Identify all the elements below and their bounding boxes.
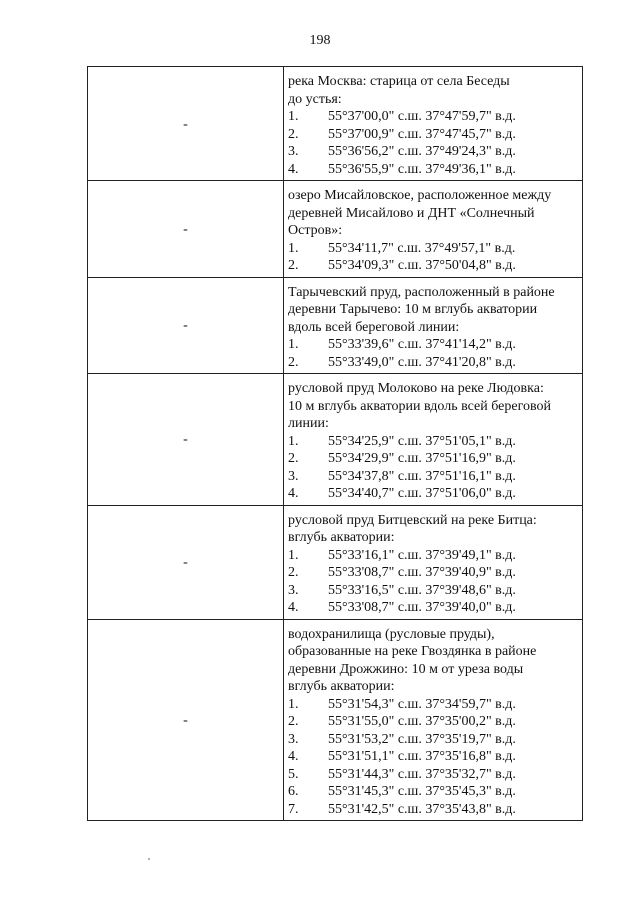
coordinate-value: 55°36'56,2" с.ш. 37°49'24,3" в.д.	[328, 144, 516, 159]
description-line: вглубь акватории:	[288, 679, 395, 694]
table-row	[88, 505, 583, 619]
coordinate-item	[288, 143, 578, 161]
coordinate-item	[288, 257, 578, 275]
coordinate-value: 55°31'51,1" с.ш. 37°35'16,8" в.д.	[328, 749, 516, 764]
coordinate-item	[288, 547, 578, 565]
description-line: вглубь акватории:	[288, 530, 395, 545]
coordinate-item	[288, 485, 578, 503]
coordinate-value: 55°34'29,9" с.ш. 37°51'16,9" в.д.	[328, 451, 516, 466]
coordinate-number: 2.	[288, 126, 299, 142]
row-marker: -	[183, 116, 188, 132]
description-line: русловой пруд Молоково на реке Людовка:	[288, 381, 544, 396]
coordinate-item	[288, 731, 578, 749]
coordinate-item	[288, 713, 578, 731]
coordinate-item	[288, 599, 578, 617]
description-line: деревни Тарычево: 10 м вглубь акватории	[288, 302, 538, 317]
row-marker-cell	[88, 374, 284, 506]
water-objects-table	[87, 66, 583, 821]
row-content-cell	[284, 277, 583, 374]
coordinate-number: 1.	[288, 240, 299, 256]
row-marker: -	[183, 432, 188, 448]
coordinate-value: 55°31'53,2" с.ш. 37°35'19,7" в.д.	[328, 731, 516, 747]
coordinate-number: 7.	[288, 801, 299, 817]
coordinate-number: 2.	[288, 258, 299, 273]
row-marker-cell	[88, 619, 284, 821]
coordinate-number: 2.	[288, 354, 299, 370]
coordinate-number: 1.	[288, 337, 299, 352]
coordinate-value: 55°34'40,7" с.ш. 37°51'06,0" в.д.	[328, 486, 516, 501]
page-number: 198	[309, 33, 331, 48]
description-line: деревни Дрожжино: 10 м от уреза воды	[288, 661, 524, 677]
coordinate-number: 6.	[288, 784, 299, 799]
coordinate-value: 55°33'16,1" с.ш. 37°39'49,1" в.д.	[328, 547, 516, 563]
table-row	[88, 619, 583, 821]
coordinate-number: 4.	[288, 161, 299, 177]
row-marker: -	[183, 221, 188, 237]
coordinate-number: 1.	[288, 433, 299, 449]
coordinate-number: 1.	[288, 109, 299, 124]
table-row	[88, 181, 583, 278]
coordinate-value: 55°34'11,7" с.ш. 37°49'57,1" в.д.	[328, 240, 516, 256]
coordinate-item	[288, 126, 578, 144]
coordinate-value: 55°33'49,0" с.ш. 37°41'20,8" в.д.	[328, 354, 516, 370]
coordinate-item	[288, 748, 578, 766]
description-line: образованные на реке Гвоздянка в районе	[288, 644, 537, 659]
table-row	[88, 374, 583, 506]
coordinate-value: 55°31'55,0" с.ш. 37°35'00,2" в.д.	[328, 714, 516, 729]
table-row	[88, 67, 583, 181]
coordinate-number: 2.	[288, 565, 299, 580]
coordinate-value: 55°34'09,3" с.ш. 37°50'04,8" в.д.	[328, 258, 516, 273]
description-line: вдоль всей береговой линии:	[288, 319, 460, 335]
coordinate-number: 2.	[288, 451, 299, 466]
coordinate-item	[288, 433, 578, 451]
description-line: река Москва: старица от села Беседы	[288, 74, 510, 89]
coordinate-item	[288, 450, 578, 468]
description-line: линии:	[288, 416, 329, 431]
coordinate-value: 55°31'45,3" с.ш. 37°35'45,3" в.д.	[328, 784, 516, 799]
coordinate-item	[288, 783, 578, 801]
coordinate-value: 55°31'42,5" с.ш. 37°35'43,8" в.д.	[328, 801, 516, 817]
table-body	[88, 67, 583, 821]
coordinate-item	[288, 336, 578, 354]
description-line: деревней Мисайлово и ДНТ «Солнечный	[288, 205, 535, 221]
description-line: Остров»:	[288, 223, 343, 238]
coordinate-value: 55°33'08,7" с.ш. 37°39'40,0" в.д.	[328, 600, 516, 615]
description-line: русловой пруд Битцевский на реке Битца:	[288, 512, 537, 528]
coordinate-item	[288, 696, 578, 714]
description-line: 10 м вглубь акватории вдоль всей береговой	[288, 398, 551, 414]
row-content-cell	[284, 505, 583, 619]
coordinate-number: 3.	[288, 582, 299, 598]
coordinate-value: 55°36'55,9" с.ш. 37°49'36,1" в.д.	[328, 161, 516, 177]
coordinate-item	[288, 354, 578, 372]
coordinate-item	[288, 108, 578, 126]
coordinate-number: 3.	[288, 468, 299, 484]
row-marker-cell	[88, 67, 284, 181]
coordinate-item	[288, 766, 578, 784]
row-content-cell	[284, 374, 583, 506]
row-marker: -	[183, 555, 188, 570]
description-line: до устья:	[288, 91, 342, 107]
coordinate-item	[288, 240, 578, 258]
row-marker-cell	[88, 181, 284, 278]
row-content-cell	[284, 619, 583, 821]
coordinate-value: 55°33'16,5" с.ш. 37°39'48,6" в.д.	[328, 582, 516, 598]
coordinate-value: 55°34'37,8" с.ш. 37°51'16,1" в.д.	[328, 468, 516, 484]
coordinate-value: 55°33'39,6" с.ш. 37°41'14,2" в.д.	[328, 337, 516, 352]
coordinate-value: 55°33'08,7" с.ш. 37°39'40,9" в.д.	[328, 565, 516, 580]
row-marker-cell	[88, 505, 284, 619]
coordinate-item	[288, 582, 578, 600]
description-line: озеро Мисайловское, расположенное между	[288, 188, 552, 203]
coordinate-number: 1.	[288, 696, 299, 712]
coordinate-item	[288, 161, 578, 179]
table-row	[88, 277, 583, 374]
coordinate-number: 4.	[288, 486, 299, 501]
coordinate-number: 3.	[288, 731, 299, 747]
row-marker: -	[183, 318, 188, 334]
description-line: Тарычевский пруд, расположенный в районе	[288, 284, 555, 300]
description-line: водохранилища (русловые пруды),	[288, 626, 495, 642]
coordinate-number: 4.	[288, 600, 299, 615]
coordinate-number: 3.	[288, 144, 299, 159]
coordinate-value: 55°37'00,0" с.ш. 37°47'59,7" в.д.	[328, 109, 516, 124]
row-marker: -	[183, 712, 188, 728]
coordinate-value: 55°34'25,9" с.ш. 37°51'05,1" в.д.	[328, 433, 516, 449]
row-content-cell	[284, 67, 583, 181]
coordinate-value: 55°31'54,3" с.ш. 37°34'59,7" в.д.	[328, 696, 516, 712]
coordinate-number: 2.	[288, 714, 299, 729]
coordinate-item	[288, 801, 578, 819]
row-content-cell	[284, 181, 583, 278]
coordinate-number: 1.	[288, 547, 299, 563]
row-marker-cell	[88, 277, 284, 374]
scan-speck	[148, 858, 150, 860]
coordinate-number: 5.	[288, 766, 299, 782]
coordinate-item	[288, 468, 578, 486]
coordinate-value: 55°37'00,9" с.ш. 37°47'45,7" в.д.	[328, 126, 516, 142]
coordinate-value: 55°31'44,3" с.ш. 37°35'32,7" в.д.	[328, 766, 516, 782]
coordinate-number: 4.	[288, 749, 299, 764]
coordinate-item	[288, 564, 578, 582]
